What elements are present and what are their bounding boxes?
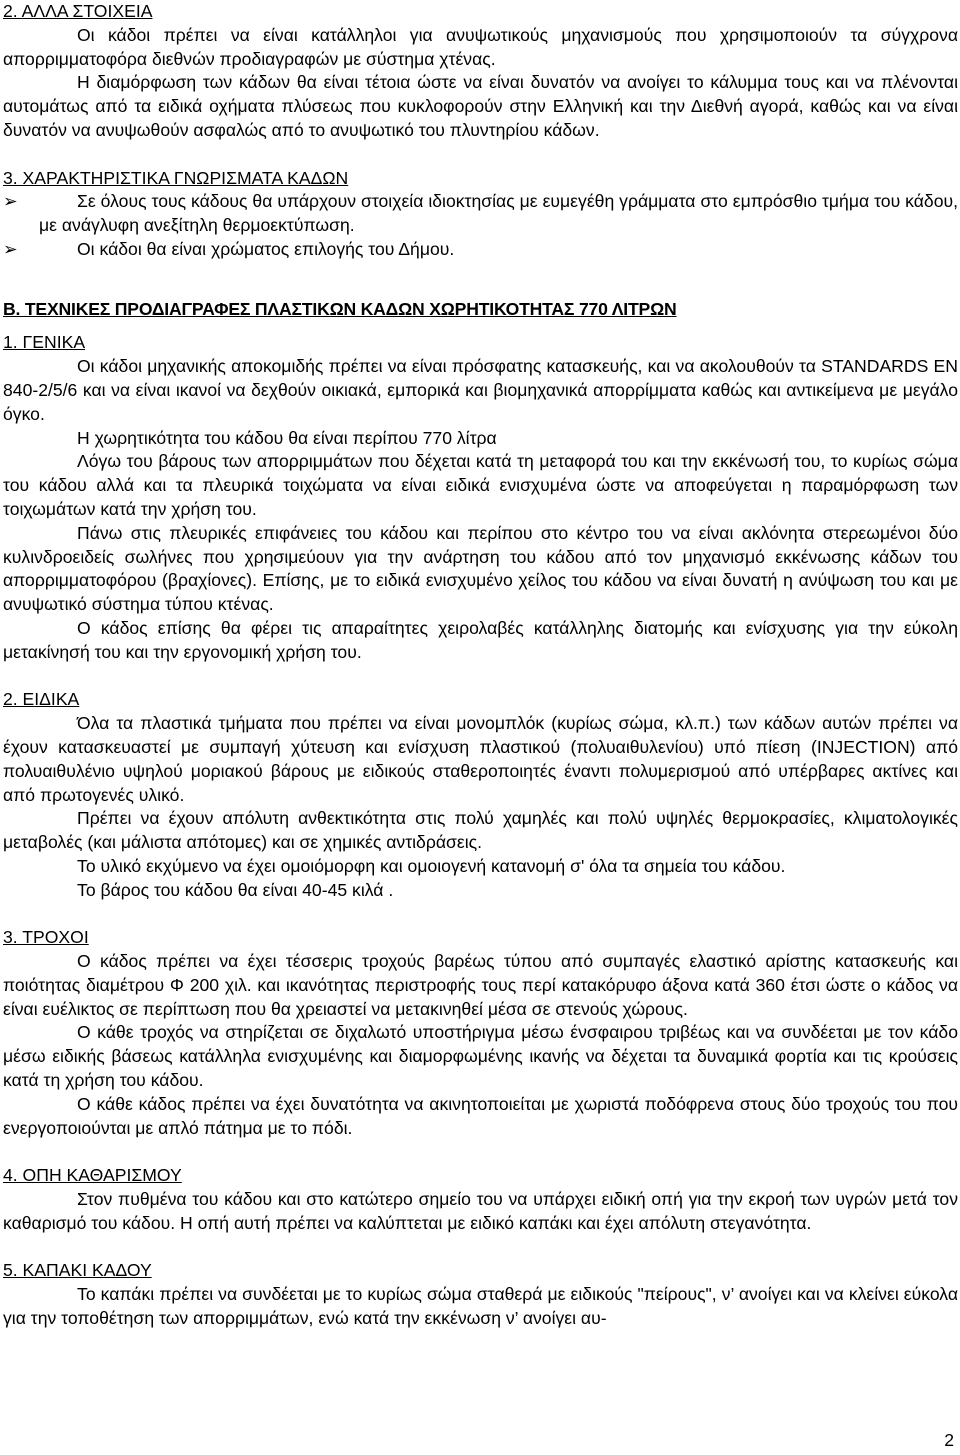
paragraph: Πρέπει να έχουν απόλυτη ανθεκτικότητα στις πολύ χαμηλές και πολύ υψηλές θερμοκρασίες, κλιματολογικές μεταβολές (και μάλιστα απότομες) και σε χημικές αντιδράσεις. [3, 808, 958, 853]
paragraph: Στον πυθμένα του κάδου και στο κατώτερο σημείο του να υπάρχει ειδική οπή για την εκροή των υγρών μετά τον καθαρισμό του κάδου. Η οπή αυτή πρέπει να καλύπτεται με ειδικό καπάκι και έχει απόλυτη στεγανότητα. [3, 1189, 958, 1233]
paragraph: Ο κάθε τροχός να στηρίζεται σε διχαλωτό υποστήριγμα μέσω ένσφαιρου τριβέως και να συνδέεται με τον κάδο μέσω ειδικής βάσεως κατάλληλα ενισχυμένης και διαμορφωμένης ικανής να δέχεται τα δυναμικά φορτία και τις κρούσεις κατά τη χρήση του κάδου. [3, 1022, 958, 1091]
paragraph: Το βάρος του κάδου θα είναι 40-45 κιλά . [77, 879, 394, 900]
page-number: 2 [944, 1430, 954, 1451]
paragraph: Λόγω του βάρους των απορριμμάτων που δέχεται κατά τη μεταφορά του και την εκκένωσή του, το κυρίως σώμα του κάδου αλλά και τα πλευρικά τοιχώματα να είναι ειδικά ενισχυμένα ώστε να αποφεύγεται η παραμόρφωση των τοιχωμάτων κατά την χρήση του. [3, 451, 958, 519]
paragraph: Το καπάκι πρέπει να συνδέεται με το κυρίως σώμα σταθερά με ειδικούς "πείρους", ν’ ανοίγει και να κλείνει εύκολα για την τοποθέτηση των απορριμμάτων, ενώ κατά την εκκένωση ν’ ανοίγει αυ- [3, 1284, 958, 1329]
paragraph: Ο κάθε κάδος πρέπει να έχει δυνατότητα να ακινητοποιείται με χωριστά ποδόφρενα στους δύο τροχούς του που ενεργοποιούνται με απλό πάτημα με το πόδι. [3, 1093, 958, 1138]
subsection-heading-bin-lid: 5. ΚΑΠΑΚΙ ΚΑΔΟΥ [3, 1260, 152, 1281]
subsection-heading-wheels: 3. ΤΡΟΧΟΙ [3, 927, 89, 948]
subsection-heading-specific: 2. ΕΙΔΙΚΑ [3, 689, 80, 710]
paragraph: Ο κάδος πρέπει να έχει τέσσερις τροχούς βαρέως τύπου από συμπαγές ελαστικό αρίστης κατασκευής και ποιότητας διαμέτρου Φ 200 χιλ. και ικανότητας περιστροφής τους περί κατακόρυφο άξονα κατά 360 έτσι ώστε ο κάδος να είναι ευέλικτος σε περίπτωση που θα χρειαστεί να μετακινηθεί μέσα σε στενούς χώρους. [3, 951, 958, 1019]
paragraph: Η διαμόρφωση των κάδων θα είναι τέτοια ώστε να είναι δυνατόν να ανοίγει το κάλυμμα τους και να πλένονται αυτομάτως από τα ειδικά οχήματα πλύσεως που κυκλοφορούν στην Ελληνική και την Διεθνή αγορά, καθώς και να είναι δυνατόν να ανυψωθούν ασφαλώς από το ανυψωτικό του πλυντηρίου κάδων. [3, 72, 958, 140]
bullet-item [3, 190, 958, 238]
subsection-heading-cleaning-hole: 4. ΟΠΗ ΚΑΘΑΡΙΣΜΟΥ [3, 1165, 182, 1186]
document-page [3, 0, 958, 1331]
bullet-text: Οι κάδοι θα είναι χρώματος επιλογής του Δήμου. [77, 238, 455, 259]
bullet-item [3, 238, 958, 262]
arrow-bullet-icon: ➢ [3, 191, 18, 212]
paragraph: Οι κάδοι μηχανικής αποκομιδής πρέπει να είναι πρόσφατης κατασκευής, και να ακολουθούν τα STANDARDS EN 840-2/5/6 και να είναι ικανοί να δεχθούν οικιακά, εμπορικά και βιομηχανικά απορρίμματα καθώς και αντικείμενα με μεγάλο όγκο. [3, 356, 958, 424]
section-heading-characteristics: 3. ΧΑΡΑΚΤΗΡΙΣΤΙΚΑ ΓΝΩΡΙΣΜΑΤΑ ΚΑΔΩΝ [3, 167, 349, 188]
paragraph: Πάνω στις πλευρικές επιφάνειες του κάδου και περίπου στο κέντρο του να είναι ακλόνητα στερεωμένοι δύο κυλινδροειδείς σωλήνες που χρησιμεύουν για την ανάρτηση του κάδου από τον μηχανισμό εκκένωσης κάδων του απορριμματοφόρου (βραχίονες). Επίσης, με το ειδικά ενισχυμένο χείλος του κάδου να είναι δυνατή η ανύψωση του και με ανυψωτικό σύστημα τύπου κτένας. [3, 522, 958, 615]
paragraph: Το υλικό εκχύμενο να έχει ομοιόμορφη και ομοιογενή κατανομή σ' όλα τα σημεία του κάδου. [77, 855, 786, 876]
subsection-heading-general: 1. ΓΕΝΙΚΑ [3, 332, 86, 353]
paragraph: Η χωρητικότητα του κάδου θα είναι περίπου 770 λίτρα [77, 427, 497, 448]
section-heading-other: 2. ΑΛΛΑ ΣΤΟΙΧΕΙΑ [3, 1, 153, 21]
bullet-text: Σε όλους τους κάδους θα υπάρχουν στοιχεία ιδιοκτησίας με ευμεγέθη γράμματα στο εμπρόσθιο τμήμα του κάδου, με ανάγλυφη ανεξίτηλη θερμοεκτύπωση. [39, 191, 958, 236]
paragraph: Ο κάδος επίσης θα φέρει τις απαραίτητες χειρολαβές κατάλληλης διατομής και ενίσχυσης για την εύκολη μετακίνησή του και την εργονομική χρήση του. [3, 617, 958, 662]
paragraph: Οι κάδοι πρέπει να είναι κατάλληλοι για ανυψωτικούς μηχανισμούς που χρησιμοποιούν τα σύγχρονα απορριμματοφόρα διεθνών προδιαγραφών με σύστημα χτένας. [3, 24, 958, 69]
section-b-title: Β. ΤΕΧΝΙΚΕΣ ΠΡΟΔΙΑΓΡΑΦΕΣ ΠΛΑΣΤΙΚΩΝ ΚΑΔΩΝ ΧΩΡΗΤΙΚΟΤΗΤΑΣ 770 ΛΙΤΡΩΝ [3, 298, 677, 319]
arrow-bullet-icon: ➢ [3, 238, 18, 259]
paragraph: Όλα τα πλαστικά τμήματα που πρέπει να είναι μονομπλόκ (κυρίως σώμα, κλ.π.) των κάδων αυτών πρέπει να έχουν κατασκευαστεί με συμπαγή χύτευση και ενίσχυση πλαστικού (πολυαιθυλενίου) υπό πίεση (INJECTION) από πολυαιθυλένιο υψηλού μοριακού βάρους με ειδικούς σταθεροποιητές έναντι πολυμερισμού από υπέρβαρες ακτίνες και από πρωτογενές υλικό. [3, 713, 958, 805]
